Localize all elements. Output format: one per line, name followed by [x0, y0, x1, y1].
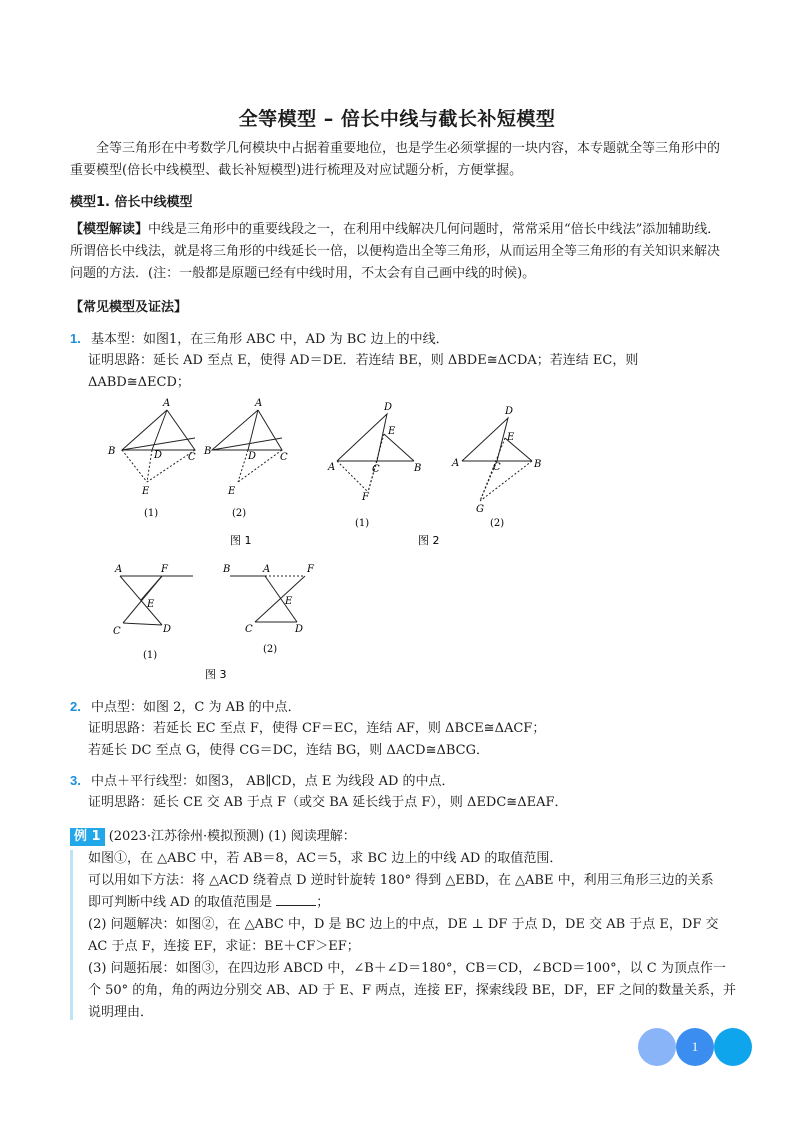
- item-3: [70, 770, 730, 793]
- svg-text:D: D: [505, 406, 514, 417]
- svg-text:F: F: [161, 564, 168, 575]
- svg-text:D: D: [163, 624, 172, 635]
- model1-heading: 模型1. 倍长中线模型: [70, 195, 193, 210]
- interp-text: 中线是三角形中的重要线段之一，在利用中线解决几何问题时，常常采用“倍长中线法”添加辅助线．所谓倍长中线法，就是将三角形的中线延长一倍，以便构造出全等三角形，从而运用全等三角形的有关知识来解决问题的方法．(注：一般都是原题已经有中线时用，不太会有自己画中线的时候)。: [70, 222, 721, 281]
- svg-text:E: E: [285, 596, 293, 607]
- fig3-caption: 图 3: [205, 668, 227, 681]
- page-circle-left: [638, 1028, 676, 1066]
- example-p1b: 可以用如下方法：将 △ACD 绕着点 D 逆时针旋转 180° 得到 △EBD，在 △ABE 中，利用三角形三边的关系: [88, 873, 714, 888]
- svg-text:B: B: [223, 564, 231, 575]
- figure-1-1: [122, 410, 195, 482]
- item-1-proof: 证明思路：延长 AD 至点 E，使得 AD＝DE．若连结 BE，则 ΔBDE≅ΔCDA；若连结 EC，则 ΔABD≅ΔECD；: [88, 353, 639, 390]
- example-source: (2023·江苏徐州·模拟预测): [108, 829, 265, 844]
- fig1-caption: 图 1: [230, 534, 252, 547]
- page-number: 1: [676, 1028, 714, 1066]
- svg-text:F: F: [362, 492, 369, 503]
- item-1-number: 1.: [70, 331, 81, 346]
- example-p2b: AC 于点 F，连接 EF，求证：BE＋CF＞EF；: [88, 939, 360, 954]
- model-interpretation: [70, 219, 730, 285]
- svg-text:A: A: [263, 564, 271, 575]
- svg-text:B: B: [534, 459, 542, 470]
- item-2-line1: 中点型：如图 2，C 为 AB 的中点．: [90, 700, 301, 715]
- item-1: [70, 328, 730, 351]
- fig2-sub2: (2): [490, 518, 505, 529]
- svg-text:B: B: [204, 446, 212, 457]
- figure-1: [100, 392, 310, 552]
- svg-text:A: A: [163, 398, 171, 409]
- item-3-proof: 证明思路：延长 CE 交 AB 于点 F（或交 BA 延长线于点 F），则 ΔEDC≅ΔEAF．: [88, 795, 568, 810]
- figure-2-2: [462, 418, 532, 501]
- figure-3-2: [230, 576, 305, 622]
- svg-text:B: B: [108, 446, 116, 457]
- item-3-line1: 中点＋平行线型：如图3， AB∥CD，点 E 为线段 AD 的中点．: [90, 774, 455, 789]
- fig1-sub2: (2): [232, 508, 247, 519]
- blank-semicolon: ；: [316, 895, 330, 910]
- fig1-sub1: (1): [144, 508, 159, 519]
- example-p2a: (2) 问题解决：如图②，在 △ABC 中，D 是 BC 边上的中点，DE ⊥ DF 于点 D，DE 交 AB 于点 E，DF 交: [88, 917, 719, 932]
- item-3-number: 3.: [70, 773, 81, 788]
- fig3-sub1: (1): [143, 650, 158, 661]
- svg-text:A: A: [452, 458, 460, 469]
- svg-text:E: E: [147, 599, 155, 610]
- svg-text:C: C: [245, 624, 253, 635]
- svg-text:G: G: [476, 504, 484, 515]
- svg-text:C: C: [372, 464, 380, 475]
- example-p3c: 说明理由．: [88, 1005, 154, 1020]
- example-p1c-line: [88, 892, 732, 914]
- item-2: [70, 696, 730, 719]
- item-1-line1: 基本型：如图1，在三角形 ABC 中，AD 为 BC 边上的中线．: [90, 332, 449, 347]
- example-1-header: [70, 826, 730, 848]
- common-models-heading: 【常见模型及证法】: [70, 300, 188, 315]
- interp-tag: 【模型解读】: [70, 222, 149, 237]
- svg-text:A: A: [115, 564, 123, 575]
- svg-text:C: C: [188, 452, 196, 463]
- example-badge: 例 1: [70, 828, 105, 846]
- page-circle-right: [714, 1028, 752, 1066]
- example-sidebar: [70, 850, 73, 1020]
- svg-text:C: C: [493, 462, 501, 473]
- svg-text:F: F: [307, 564, 314, 575]
- svg-text:C: C: [113, 626, 121, 637]
- figure-3: [105, 560, 335, 685]
- svg-text:D: D: [295, 624, 304, 635]
- fig2-sub1: (1): [355, 518, 370, 529]
- svg-text:E: E: [228, 486, 236, 497]
- example-p1c: 即可判断中线 AD 的取值范围是: [88, 895, 273, 910]
- svg-text:E: E: [507, 432, 515, 443]
- item-2-proof-2: 若延长 DC 至点 G，使得 CG＝DC，连结 BG，则 ΔACD≅ΔBCG．: [88, 743, 489, 758]
- svg-text:D: D: [384, 402, 393, 413]
- figure-2: [322, 400, 552, 550]
- fig3-sub2: (2): [263, 644, 278, 655]
- figure-2-1: [337, 414, 414, 492]
- svg-text:C: C: [280, 452, 288, 463]
- answer-blank[interactable]: [276, 905, 316, 906]
- figure-3-1: [120, 576, 193, 625]
- svg-text:A: A: [328, 462, 336, 473]
- item-2-proof-1: 证明思路：若延长 EC 至点 F，使得 CF＝EC，连结 AF，则 ΔBCE≅ΔACF；: [88, 721, 546, 736]
- example-p1a: 如图①，在 △ABC 中，若 AB＝8，AC＝5，求 BC 边上的中线 AD 的取值范围．: [88, 851, 563, 866]
- svg-text:E: E: [142, 486, 150, 497]
- svg-text:A: A: [255, 398, 263, 409]
- example-part1-head: (1) 阅读理解：: [268, 829, 356, 844]
- example-p3a: (3) 问题拓展：如图③，在四边形 ABCD 中，∠B＋∠D＝180°，CB＝CD，∠BCD＝100°，以 C 为顶点作一: [88, 961, 726, 976]
- item-2-number: 2.: [70, 699, 81, 714]
- svg-text:D: D: [154, 450, 163, 461]
- intro-paragraph: 全等三角形在中考数学几何模块中占据着重要地位，也是学生必须掌握的一块内容，本专题就全等三角形中的重要模型(倍长中线模型、截长补短模型)进行梳理及对应试题分析，方便掌握。: [70, 141, 721, 178]
- fig2-caption: 图 2: [418, 534, 440, 547]
- page-title: 全等模型 – 倍长中线与截长补短模型: [238, 108, 556, 130]
- svg-text:D: D: [248, 451, 257, 462]
- figure-1-2: [212, 410, 282, 482]
- example-p3b: 个 50° 的角，角的两边分别交 AB、AD 于 E、F 两点，连接 EF，探索线段 BE，DF，EF 之间的数量关系，并: [88, 983, 737, 998]
- svg-text:E: E: [388, 426, 396, 437]
- svg-text:B: B: [414, 463, 422, 474]
